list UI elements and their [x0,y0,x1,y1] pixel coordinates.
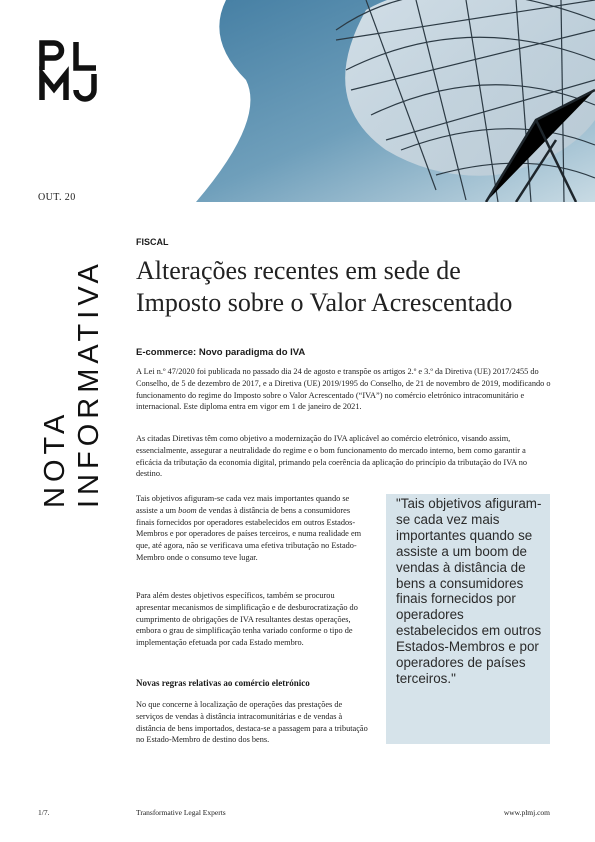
pull-quote-box [386,494,550,744]
section-heading: E-commerce: Novo paradigma do IVA [136,347,306,358]
document-title [136,255,576,319]
hero-radar-dome-image [136,0,595,202]
paragraph-3-end: de vendas à distância de bens a consumidores finais fornecidos por operadores estabelecidos em outros Estados-Membros e por operadores de países terceiros, e numa realidade em que, até agora, não se verificava uma efetiva tributação no Estado-Membro onde o consumo teve lugar. [136,505,362,562]
heading-line-nota: NOTA [39,409,71,508]
footer-tagline: Transformative Legal Experts [136,808,226,817]
paragraph-5: No que concerne à localização de operações das prestações de serviços de vendas à distância intracomunitárias e de vendas à distância de bens importados, destaca-se a passagem para a tributação no Estado-Membro de destino dos bens. [136,700,368,745]
footer-url[interactable]: www.plmj.com [503,808,550,817]
title-line-1: Alterações recentes em sede de [136,256,461,285]
category-label: FISCAL [136,237,169,247]
title-line-2: Imposto sobre o Valor Acrescentado [136,288,513,317]
pull-quote-text: "Tais objetivos afiguram-se cada vez mais importantes quando se assiste a um boom de vendas à distância de bens a consumidores finais fornecidos por operadores estabelecidos em outros Estados-Membros e por operadores de países terceiros." [396,496,542,686]
nota-informativa-heading [38,238,108,508]
page-number: 1/7. [38,808,50,817]
issue-date: OUT. 20 [38,192,76,203]
paragraph-4: Para além destes objetivos específicos, também se procurou apresentar mecanismos de simplificação e de desburocratização do cumprimento de obrigações de IVA resultantes destas operações, embora o grau de simplificação tenha variado conforme o tipo de implementação efetuada por cada Estado membro. [136,591,358,648]
paragraph-1: A Lei n.º 47/2020 foi publicada no passado dia 24 de agosto e transpõe os artigos 2.º e 3.º da Diretiva (UE) 2017/2455 do Conselho, de 5 de dezembro de 2017, e a Diretiva (UE) 2019/1995 do Conselho, de 21 de novembro de 2019, modificando o funcionamento do regime do Imposto sobre o Valor Acrescentado (“IVA”) no comércio eletrónico intracomunitário e internacional. Este diploma entra em vigor em 1 de janeiro de 2021. [136,367,551,412]
paragraph-3-start: Tais objetivos afiguram-se cada vez mais importantes quando se assiste a um [136,494,350,515]
subheading: Novas regras relativas ao comércio eletrónico [136,678,310,688]
paragraph-2: As citadas Diretivas têm como objetivo a modernização do IVA aplicável ao comércio eletrónico, visando assim, essencialmente, assegurar a neutralidade do regime e o bom funcionamento do mercado interno, bem como garantir a eficácia da tributação da economia digital, primando pela coerência da aplicação do princípio da tributação do IVA no destino. [136,434,528,479]
heading-line-informativa: INFORMATIVA [73,259,105,508]
paragraph-3-emphasis: boom [178,505,197,515]
plmj-logo [38,40,108,102]
paragraph-3 [136,493,368,564]
